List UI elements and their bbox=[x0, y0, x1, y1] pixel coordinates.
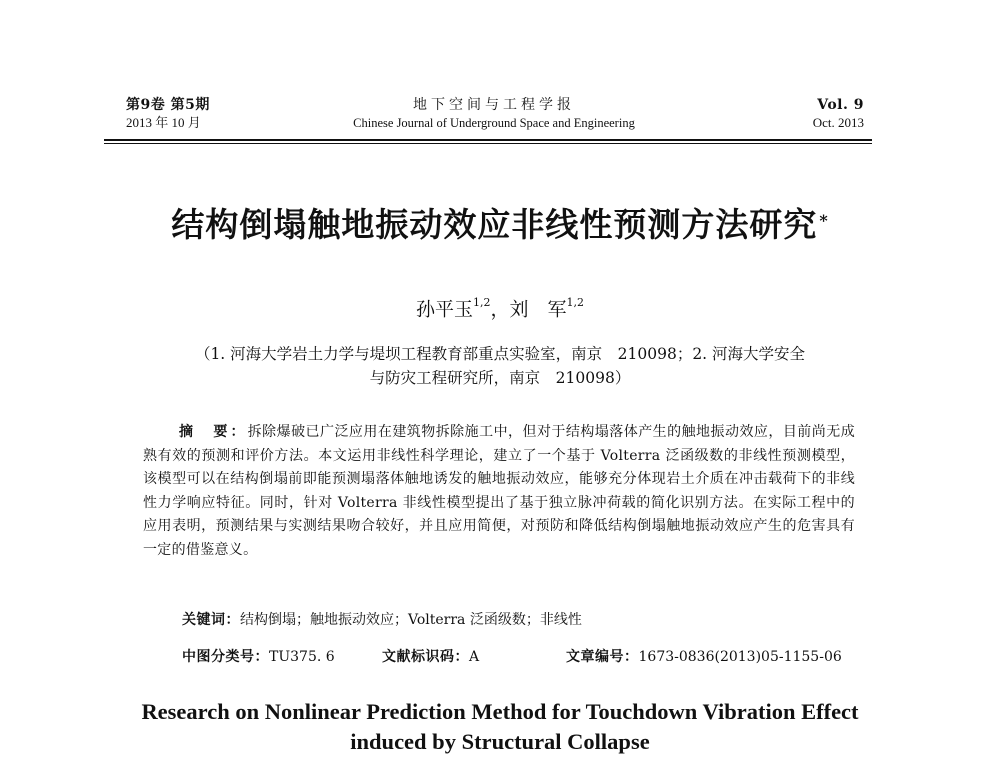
document-code bbox=[382, 646, 479, 668]
article-number-value: 1673-0836(2013)05-1155-06 bbox=[638, 649, 842, 665]
keywords-text: 结构倒塌；触地振动效应；Volterra 泛函级数；非线性 bbox=[240, 612, 582, 628]
abstract-label: 摘 要： bbox=[179, 424, 248, 440]
affiliation-line: （1. 河海大学岩土力学与堤坝工程教育部重点实验室，南京 210098；2. 河海大学安全 bbox=[194, 345, 806, 363]
article-number bbox=[566, 646, 842, 668]
author-affil-marker: 1,2 bbox=[472, 296, 491, 309]
volume-issue-en bbox=[813, 96, 864, 132]
paper-title-text: 结构倒塌触地振动效应非线性预测方法研究 bbox=[171, 205, 818, 244]
author-name: 孙平玉 bbox=[415, 298, 473, 321]
running-header bbox=[118, 96, 870, 138]
journal-name-cn: 地下空间与工程学报 bbox=[413, 97, 575, 113]
affiliations bbox=[140, 342, 860, 390]
date-en-label: Oct. 2013 bbox=[812, 115, 864, 130]
keywords-label: 关键词： bbox=[182, 612, 240, 628]
volume-issue-label: 第9卷 第5期 bbox=[126, 97, 210, 113]
journal-name-en: Chinese Journal of Underground Space and Engineering bbox=[353, 116, 635, 130]
clc-number bbox=[182, 646, 335, 668]
author-affil-marker: 1,2 bbox=[566, 296, 585, 309]
title-footnote-marker: * bbox=[819, 211, 829, 230]
clc-label: 中图分类号： bbox=[182, 649, 269, 665]
affiliation-line: 与防灾工程研究所，南京 210098） bbox=[369, 369, 631, 387]
abstract bbox=[143, 421, 855, 562]
volume-en-label: Vol. 9 bbox=[817, 97, 864, 113]
english-title-line1: Research on Nonlinear Prediction Method for Touchdown Vibration Effect bbox=[141, 699, 859, 724]
journal-name bbox=[118, 96, 870, 132]
doc-code-label: 文献标识码： bbox=[382, 649, 469, 665]
english-title-line2: induced by Structural Collapse bbox=[350, 729, 650, 754]
article-number-label: 文章编号： bbox=[566, 649, 639, 665]
abstract-text: 拆除爆破已广泛应用在建筑物拆除施工中，但对于结构塌落体产生的触地振动效应，目前尚无成熟有效的预测和评价方法。本文运用非线性科学理论，建立了一个基于 Volterra 泛函级数的非线性预测模型，该模型可以在结构倒塌前即能预测塌落体触地诱发的触地振动效应，能够充分体现岩土介质在冲击载荷下的非线性力学响应特征。同时，针对 Volterra 非线性模型提出了基于独立脉冲荷载的简化识别方法。在实际工程中的应用表明，预测结果与实测结果吻合较好，并且应用简便，对预防和降低结构倒塌触地振动效应产生的危害具有一定的借鉴意义。 bbox=[143, 424, 856, 558]
date-cn-label: 2013 年 10 月 bbox=[126, 115, 201, 130]
header-rule-thick bbox=[104, 139, 872, 141]
author-list: 孙平玉$^{1,2}$，刘 军$^{1,2}$ bbox=[415, 296, 585, 321]
doc-code-value: A bbox=[469, 649, 480, 665]
paper-title bbox=[0, 203, 1000, 247]
keywords bbox=[182, 609, 862, 631]
clc-value: TU375. 6 bbox=[269, 649, 335, 665]
author-name: 刘 军 bbox=[509, 298, 567, 321]
header-rule-thin bbox=[104, 143, 872, 144]
